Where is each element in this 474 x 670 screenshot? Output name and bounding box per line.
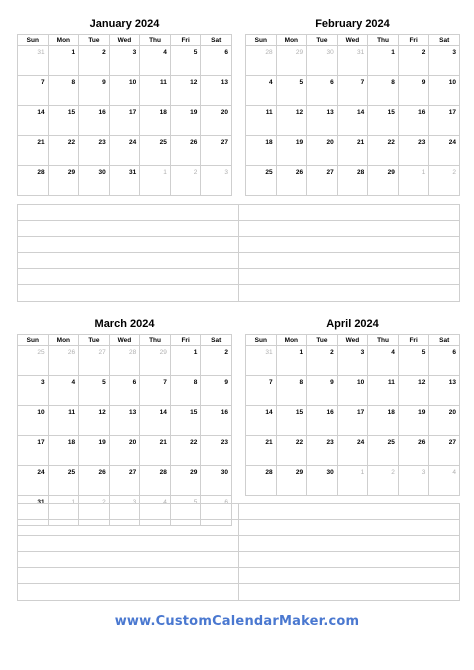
day-cell[interactable]: 20 xyxy=(109,436,140,466)
notes-row xyxy=(18,253,459,269)
day-cell-other-month[interactable]: 3 xyxy=(201,166,232,196)
day-cell-other-month[interactable]: 1 xyxy=(140,166,171,196)
month-title: April 2024 xyxy=(326,318,379,330)
day-cell[interactable]: 23 xyxy=(79,136,110,166)
weekday-label: Sat xyxy=(429,335,460,346)
day-cell[interactable]: 13 xyxy=(109,406,140,436)
day-cell[interactable]: 9 xyxy=(398,76,429,106)
month-title: February 2024 xyxy=(315,18,390,30)
notes-cell[interactable] xyxy=(18,253,238,268)
weekday-label: Wed xyxy=(109,335,140,346)
weekday-label: Wed xyxy=(337,35,368,46)
weekday-label: Tue xyxy=(79,335,110,346)
week-row xyxy=(246,376,460,406)
month-title: January 2024 xyxy=(89,18,160,30)
day-cell[interactable]: 1 xyxy=(368,46,399,76)
day-cell[interactable]: 26 xyxy=(276,166,307,196)
notes-cell[interactable] xyxy=(238,552,459,567)
day-cell[interactable]: 19 xyxy=(398,406,429,436)
day-cell[interactable]: 4 xyxy=(48,376,79,406)
day-cell[interactable]: 1 xyxy=(48,46,79,76)
day-cell[interactable]: 30 xyxy=(201,466,232,496)
day-cell[interactable]: 27 xyxy=(307,166,338,196)
day-cell[interactable]: 2 xyxy=(201,346,232,376)
day-cell[interactable]: 23 xyxy=(201,436,232,466)
day-cell[interactable]: 25 xyxy=(48,466,79,496)
day-cell[interactable]: 4 xyxy=(246,76,277,106)
weekday-label: Mon xyxy=(276,35,307,46)
week-row xyxy=(18,76,232,106)
weekday-label: Tue xyxy=(79,35,110,46)
day-cell[interactable]: 20 xyxy=(307,136,338,166)
day-cell[interactable]: 30 xyxy=(79,166,110,196)
day-cell[interactable]: 25 xyxy=(246,166,277,196)
week-row xyxy=(246,136,460,166)
notes-cell[interactable] xyxy=(18,205,238,220)
day-cell[interactable]: 12 xyxy=(170,76,201,106)
weekday-label: Fri xyxy=(398,335,429,346)
day-cell-other-month[interactable]: 6 xyxy=(201,496,232,526)
notes-cell[interactable] xyxy=(238,536,459,551)
day-cell-other-month[interactable]: 2 xyxy=(170,166,201,196)
week-row xyxy=(246,46,460,76)
day-cell[interactable]: 18 xyxy=(246,136,277,166)
day-cell[interactable]: 20 xyxy=(201,106,232,136)
weekday-header-row xyxy=(18,335,232,346)
day-cell[interactable]: 31 xyxy=(18,496,49,526)
month-grid xyxy=(17,34,232,196)
week-row xyxy=(18,46,232,76)
day-cell[interactable]: 31 xyxy=(109,166,140,196)
day-cell[interactable]: 29 xyxy=(368,166,399,196)
weekday-label: Thu xyxy=(140,335,171,346)
day-cell[interactable]: 11 xyxy=(368,376,399,406)
weekday-label: Wed xyxy=(337,335,368,346)
day-cell[interactable]: 5 xyxy=(170,46,201,76)
day-cell-other-month[interactable]: 2 xyxy=(429,166,460,196)
day-cell-other-month[interactable]: 1 xyxy=(48,496,79,526)
notes-cell[interactable] xyxy=(18,536,238,551)
weekday-label: Mon xyxy=(48,35,79,46)
day-cell[interactable]: 18 xyxy=(48,436,79,466)
day-cell-other-month[interactable]: 4 xyxy=(140,496,171,526)
week-row xyxy=(246,76,460,106)
month-grid xyxy=(245,34,460,196)
day-cell[interactable]: 11 xyxy=(140,76,171,106)
notes-cell[interactable] xyxy=(238,237,459,252)
day-cell[interactable]: 24 xyxy=(337,436,368,466)
day-cell[interactable]: 16 xyxy=(398,106,429,136)
notes-cell[interactable] xyxy=(238,584,459,600)
day-cell[interactable]: 28 xyxy=(18,166,49,196)
day-cell[interactable]: 5 xyxy=(398,346,429,376)
month-grid xyxy=(245,334,460,496)
week-row xyxy=(246,166,460,196)
day-cell[interactable]: 10 xyxy=(337,376,368,406)
week-row xyxy=(18,346,232,376)
week-row xyxy=(18,466,232,496)
week-row xyxy=(246,436,460,466)
weekday-label: Fri xyxy=(170,335,201,346)
weekday-label: Sun xyxy=(18,35,49,46)
day-cell[interactable]: 28 xyxy=(140,466,171,496)
notes-cell[interactable] xyxy=(238,568,459,583)
weekday-label: Mon xyxy=(276,335,307,346)
weekday-label: Thu xyxy=(368,335,399,346)
notes-cell[interactable] xyxy=(238,205,459,220)
day-cell[interactable]: 18 xyxy=(140,106,171,136)
day-cell[interactable]: 29 xyxy=(170,466,201,496)
week-row xyxy=(18,436,232,466)
day-cell[interactable]: 1 xyxy=(276,346,307,376)
day-cell[interactable]: 12 xyxy=(79,406,110,436)
notes-row xyxy=(18,568,459,584)
week-row xyxy=(18,166,232,196)
day-cell[interactable]: 18 xyxy=(368,406,399,436)
month-grid xyxy=(17,334,232,526)
week-row xyxy=(246,106,460,136)
day-cell[interactable]: 29 xyxy=(276,466,307,496)
day-cell[interactable]: 2 xyxy=(398,46,429,76)
day-cell[interactable]: 21 xyxy=(337,136,368,166)
day-cell[interactable]: 7 xyxy=(140,376,171,406)
weekday-label: Tue xyxy=(307,335,338,346)
day-cell[interactable]: 12 xyxy=(276,106,307,136)
day-cell[interactable]: 20 xyxy=(429,406,460,436)
day-cell[interactable]: 7 xyxy=(337,76,368,106)
week-row xyxy=(246,346,460,376)
weekday-label: Thu xyxy=(368,35,399,46)
day-cell[interactable]: 26 xyxy=(170,136,201,166)
day-cell[interactable]: 6 xyxy=(307,76,338,106)
notes-row xyxy=(18,536,459,552)
day-cell[interactable]: 21 xyxy=(140,436,171,466)
day-cell[interactable]: 9 xyxy=(201,376,232,406)
week-row xyxy=(18,136,232,166)
notes-row xyxy=(18,269,459,285)
day-cell[interactable]: 12 xyxy=(398,376,429,406)
weekday-label: Sun xyxy=(18,335,49,346)
notes-cell[interactable] xyxy=(18,237,238,252)
weekday-label: Mon xyxy=(48,335,79,346)
day-cell[interactable]: 7 xyxy=(18,76,49,106)
day-cell[interactable]: 3 xyxy=(429,46,460,76)
notes-cell[interactable] xyxy=(238,269,459,284)
day-cell[interactable]: 26 xyxy=(398,436,429,466)
day-cell[interactable]: 13 xyxy=(201,76,232,106)
day-cell[interactable]: 9 xyxy=(307,376,338,406)
notes-row xyxy=(18,285,459,301)
day-cell[interactable]: 19 xyxy=(276,136,307,166)
week-row xyxy=(246,466,460,496)
day-cell[interactable]: 22 xyxy=(48,136,79,166)
day-cell[interactable]: 21 xyxy=(18,136,49,166)
day-cell[interactable]: 22 xyxy=(170,436,201,466)
day-cell[interactable]: 22 xyxy=(368,136,399,166)
day-cell[interactable]: 14 xyxy=(246,406,277,436)
day-cell[interactable]: 6 xyxy=(429,346,460,376)
day-cell-other-month[interactable]: 28 xyxy=(246,46,277,76)
day-cell[interactable]: 8 xyxy=(48,76,79,106)
day-cell[interactable]: 3 xyxy=(109,46,140,76)
day-cell-other-month[interactable]: 3 xyxy=(109,496,140,526)
notes-row xyxy=(18,237,459,253)
day-cell[interactable]: 6 xyxy=(109,376,140,406)
day-cell-other-month[interactable]: 26 xyxy=(48,346,79,376)
day-cell[interactable]: 15 xyxy=(48,106,79,136)
weekday-label: Tue xyxy=(307,35,338,46)
weekday-header-row xyxy=(246,35,460,46)
day-cell-other-month[interactable]: 1 xyxy=(398,166,429,196)
day-cell[interactable]: 17 xyxy=(18,436,49,466)
day-cell-other-month[interactable]: 31 xyxy=(18,46,49,76)
notes-cell[interactable] xyxy=(18,269,238,284)
notes-cell[interactable] xyxy=(18,285,238,301)
day-cell[interactable]: 17 xyxy=(429,106,460,136)
day-cell-other-month[interactable]: 29 xyxy=(140,346,171,376)
day-cell[interactable]: 8 xyxy=(170,376,201,406)
day-cell[interactable]: 2 xyxy=(79,46,110,76)
day-cell-other-month[interactable]: 4 xyxy=(429,466,460,496)
notes-row xyxy=(18,552,459,568)
day-cell[interactable]: 17 xyxy=(337,406,368,436)
day-cell[interactable]: 23 xyxy=(398,136,429,166)
day-cell[interactable]: 28 xyxy=(246,466,277,496)
day-cell-other-month[interactable]: 2 xyxy=(368,466,399,496)
week-row xyxy=(18,376,232,406)
notes-cell[interactable] xyxy=(238,221,459,236)
notes-area-top xyxy=(17,204,460,302)
day-cell[interactable]: 11 xyxy=(48,406,79,436)
day-cell[interactable]: 16 xyxy=(201,406,232,436)
week-row xyxy=(18,106,232,136)
day-cell[interactable]: 8 xyxy=(368,76,399,106)
day-cell[interactable]: 14 xyxy=(337,106,368,136)
weekday-label: Fri xyxy=(170,35,201,46)
notes-cell[interactable] xyxy=(18,520,238,535)
notes-cell[interactable] xyxy=(238,520,459,535)
day-cell-other-month[interactable]: 28 xyxy=(109,346,140,376)
day-cell[interactable]: 14 xyxy=(18,106,49,136)
day-cell[interactable]: 1 xyxy=(170,346,201,376)
notes-cell[interactable] xyxy=(18,552,238,567)
day-cell[interactable]: 22 xyxy=(276,436,307,466)
day-cell[interactable]: 3 xyxy=(18,376,49,406)
day-cell[interactable]: 19 xyxy=(79,436,110,466)
day-cell[interactable]: 11 xyxy=(246,106,277,136)
day-cell-other-month[interactable]: 25 xyxy=(18,346,49,376)
day-cell[interactable]: 27 xyxy=(201,136,232,166)
day-cell[interactable]: 16 xyxy=(307,406,338,436)
weekday-label: Sun xyxy=(246,35,277,46)
day-cell[interactable]: 24 xyxy=(429,136,460,166)
website-footer-link[interactable]: www.CustomCalendarMaker.com xyxy=(114,614,360,629)
day-cell[interactable]: 15 xyxy=(170,406,201,436)
day-cell[interactable]: 27 xyxy=(429,436,460,466)
notes-row xyxy=(18,504,459,520)
day-cell[interactable]: 21 xyxy=(246,436,277,466)
day-cell[interactable]: 6 xyxy=(201,46,232,76)
day-cell-other-month[interactable]: 3 xyxy=(398,466,429,496)
day-cell[interactable]: 27 xyxy=(109,466,140,496)
day-cell[interactable]: 10 xyxy=(18,406,49,436)
day-cell-other-month[interactable]: 5 xyxy=(170,496,201,526)
day-cell[interactable]: 14 xyxy=(140,406,171,436)
day-cell[interactable]: 7 xyxy=(246,376,277,406)
week-row xyxy=(18,406,232,436)
day-cell[interactable]: 25 xyxy=(368,436,399,466)
notes-row xyxy=(18,584,459,600)
day-cell-other-month[interactable]: 31 xyxy=(337,46,368,76)
notes-area-bottom xyxy=(17,503,460,601)
notes-cell[interactable] xyxy=(18,221,238,236)
day-cell[interactable]: 10 xyxy=(109,76,140,106)
day-cell[interactable]: 23 xyxy=(307,436,338,466)
weekday-header-row xyxy=(246,335,460,346)
weekday-label: Sat xyxy=(201,35,232,46)
day-cell-other-month[interactable]: 27 xyxy=(79,346,110,376)
day-cell[interactable]: 13 xyxy=(429,376,460,406)
weekday-label: Sun xyxy=(246,335,277,346)
day-cell[interactable]: 5 xyxy=(79,376,110,406)
weekday-label: Fri xyxy=(398,35,429,46)
day-cell[interactable]: 4 xyxy=(368,346,399,376)
notes-row xyxy=(18,520,459,536)
day-cell[interactable]: 19 xyxy=(170,106,201,136)
day-cell[interactable]: 3 xyxy=(337,346,368,376)
day-cell[interactable]: 29 xyxy=(48,166,79,196)
day-cell[interactable]: 17 xyxy=(109,106,140,136)
weekday-label: Thu xyxy=(140,35,171,46)
notes-cell[interactable] xyxy=(18,568,238,583)
notes-cell[interactable] xyxy=(238,253,459,268)
notes-row xyxy=(18,205,459,221)
weekday-label: Wed xyxy=(109,35,140,46)
day-cell[interactable]: 24 xyxy=(18,466,49,496)
week-row xyxy=(246,406,460,436)
day-cell[interactable]: 4 xyxy=(140,46,171,76)
day-cell[interactable]: 28 xyxy=(337,166,368,196)
day-cell-other-month[interactable]: 29 xyxy=(276,46,307,76)
notes-cell[interactable] xyxy=(18,584,238,600)
day-cell[interactable]: 30 xyxy=(307,466,338,496)
day-cell-other-month[interactable]: 31 xyxy=(246,346,277,376)
day-cell-other-month[interactable]: 1 xyxy=(337,466,368,496)
day-cell-other-month[interactable]: 2 xyxy=(79,496,110,526)
notes-cell[interactable] xyxy=(18,504,238,519)
day-cell[interactable]: 5 xyxy=(276,76,307,106)
day-cell[interactable]: 2 xyxy=(307,346,338,376)
weekday-label: Sat xyxy=(201,335,232,346)
notes-cell[interactable] xyxy=(238,504,459,519)
day-cell-other-month[interactable]: 30 xyxy=(307,46,338,76)
weekday-label: Sat xyxy=(429,35,460,46)
day-cell[interactable]: 9 xyxy=(79,76,110,106)
day-cell[interactable]: 24 xyxy=(109,136,140,166)
weekday-header-row xyxy=(18,35,232,46)
notes-row xyxy=(18,221,459,237)
day-cell[interactable]: 15 xyxy=(276,406,307,436)
day-cell[interactable]: 10 xyxy=(429,76,460,106)
month-title: March 2024 xyxy=(94,318,155,330)
day-cell[interactable]: 16 xyxy=(79,106,110,136)
notes-cell[interactable] xyxy=(238,285,459,301)
day-cell[interactable]: 25 xyxy=(140,136,171,166)
day-cell[interactable]: 26 xyxy=(79,466,110,496)
day-cell[interactable]: 13 xyxy=(307,106,338,136)
day-cell[interactable]: 8 xyxy=(276,376,307,406)
day-cell[interactable]: 15 xyxy=(368,106,399,136)
